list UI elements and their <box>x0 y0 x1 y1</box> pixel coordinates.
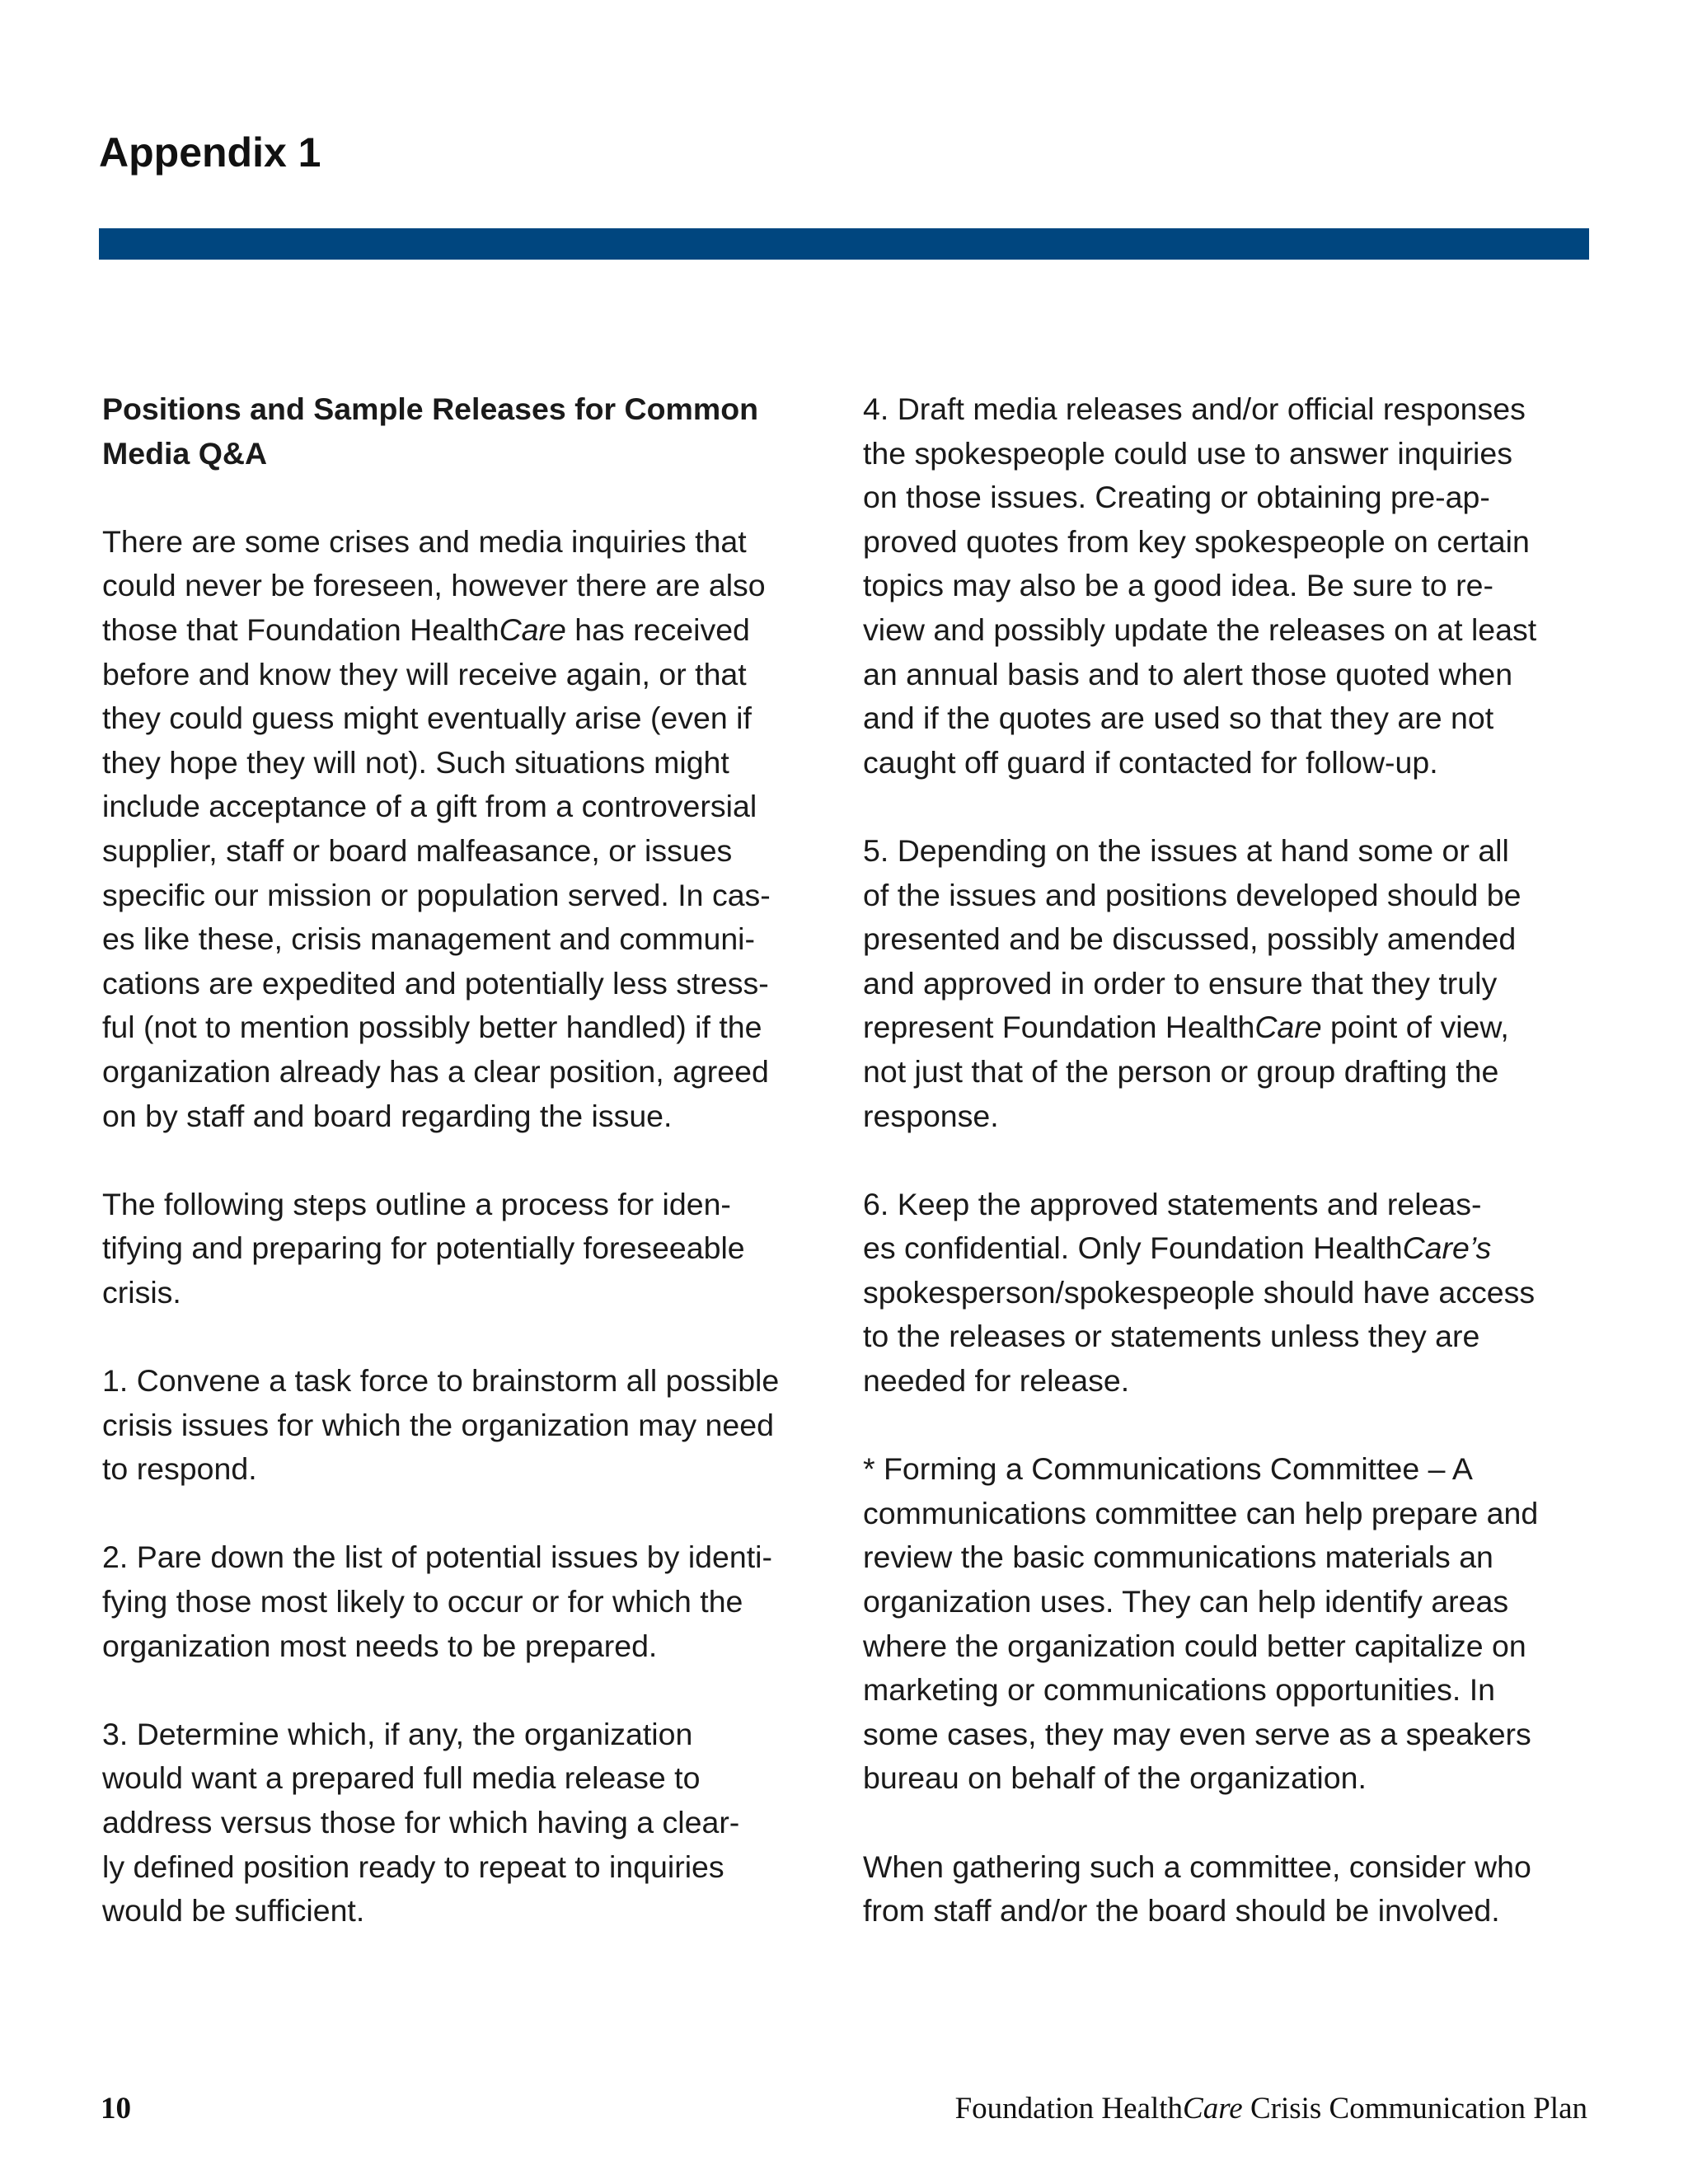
step-6-text-start: 6. Keep the approved statements and releas- es confidential. Only Foundation Health <box>863 1186 1482 1266</box>
step-4-paragraph: 4. Draft media releases and/or official responses the spokespeople could use to answer inquiries on those issues. Creating or obtaining pre-ap- proved quotes from key spokespeople on certain topics may also be a good idea. Be sure to re- view and possibly update the releases on at least an annual basis and to alert those quoted when and if the quotes are used so that they are not caught off guard if contacted for follow-up. <box>863 391 1537 780</box>
intro-paragraph <box>102 520 844 1138</box>
footer-title-italic: Care <box>1183 2092 1243 2125</box>
left-column <box>102 387 844 1977</box>
step-1-paragraph: 1. Convene a task force to brainstorm all possible crisis issues for which the organization may need to respond. <box>102 1363 780 1487</box>
section-heading: Positions and Sample Releases for Common Media Q&A <box>102 391 759 471</box>
right-column <box>863 387 1605 1977</box>
step-5-paragraph <box>863 829 1605 1138</box>
step-5-text-end: point of view, not just that of the person or group drafting the response. <box>863 1010 1509 1133</box>
intro-text-start: There are some crises and media inquiries that could never be foreseen, however there are also those that Foundation Health <box>102 523 766 647</box>
steps-intro-paragraph: The following steps outline a process for iden- tifying and preparing for potentially foreseeable crisis. <box>102 1186 745 1310</box>
intro-text-end: has received before and know they will receive again, or that they could guess might eventually arise (even if they hope they will not). Such situations might include acceptance of a gift from a controversial supplier, staff or board malfeasance, or issues specific our mission or population served. In cas- es like these, crisis management and communi- cations are expedited and potentially less stress- ful (not to mention possibly better handled) if the organization already has a clear position, agreed on by staff and board regarding the issue. <box>102 612 771 1133</box>
page-number: 10 <box>101 2092 131 2125</box>
title-rule <box>99 228 1589 260</box>
page-title: Appendix 1 <box>99 129 321 176</box>
step-3-paragraph: 3. Determine which, if any, the organization would want a prepared full media release to address versus those for which having a clear- ly defined position ready to repeat to inquiries would be sufficient. <box>102 1716 740 1929</box>
committee-gathering-paragraph: When gathering such a committee, consider who from staff and/or the board should be involved. <box>863 1849 1531 1929</box>
footer-doc-title <box>955 2093 1587 2124</box>
step-6-text-end: spokesperson/spokespeople should have access to the releases or statements unless they are needed for release. <box>863 1274 1536 1399</box>
step-5-text-start: 5. Depending on the issues at hand some or all of the issues and positions developed should be presented and be discussed, possibly amended and approved in order to ensure that they truly represent Foundation Health <box>863 832 1522 1045</box>
step-2-paragraph: 2. Pare down the list of potential issues by identi- fying those most likely to occur or for which the organization most needs to be prepared. <box>102 1540 772 1663</box>
step-6-paragraph <box>863 1183 1605 1404</box>
step-5-brand-italic: Care <box>1254 1010 1322 1045</box>
footer-title-end: Crisis Communication Plan <box>1242 2092 1587 2125</box>
committee-note-paragraph: * Forming a Communications Committee – A communications committee can help prepare and review the basic communications materials an organization uses. They can help identify areas where the organization could better capitalize on marketing or communications opportunities. In some cases, they may even serve as a speakers bureau on behalf of the organization. <box>863 1451 1539 1796</box>
footer-title-start: Foundation Health <box>954 2092 1184 2125</box>
step-6-brand-italic: Care’s <box>1402 1230 1492 1266</box>
intro-brand-italic: Care <box>499 612 566 647</box>
